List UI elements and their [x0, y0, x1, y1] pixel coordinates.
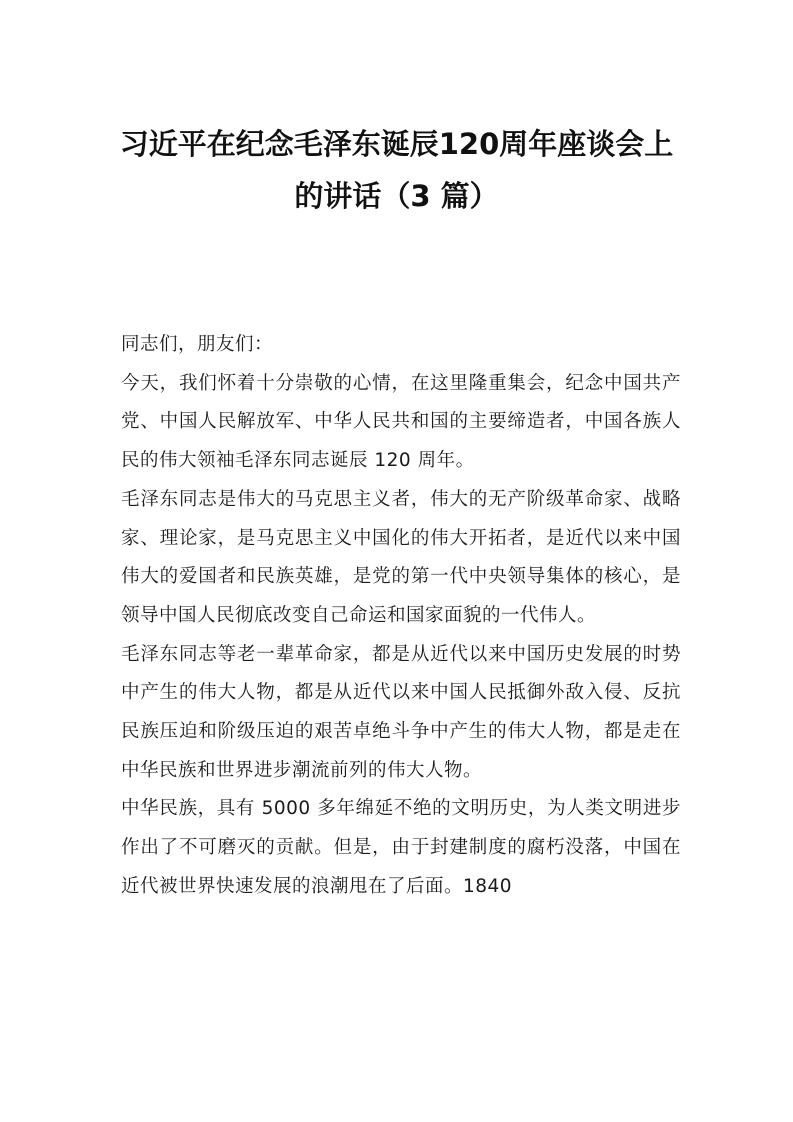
paragraph-1: 今天，我们怀着十分崇敬的心情，在这里隆重集会，纪念中国共产党、中国人民解放军、中华人民共和国的主要缔造者，中国各族人民的伟大领袖毛泽东同志诞辰 120 周年。 [121, 372, 681, 472]
title-line-1: 习近平在纪念毛泽东诞辰120周年座谈会上 [119, 127, 674, 161]
salutation: 同志们，朋友们： [121, 334, 274, 355]
paragraph-2: 毛泽东同志是伟大的马克思主义者，伟大的无产阶级革命家、战略家、理论家，是马克思主义中国化的伟大开拓者，是近代以来中国伟大的爱国者和民族英雄，是党的第一代中央领导集体的核心，是领导中国人民彻底改变自己命运和国家面貌的一代伟人。 [121, 488, 681, 626]
title-line-2: 的讲话（3 篇） [294, 179, 499, 213]
paragraph-4: 中华民族，具有 5000 多年绵延不绝的文明历史，为人类文明进步作出了不可磨灭的贡献。但是，由于封建制度的腐朽没落，中国在近代被世界快速发展的浪潮甩在了后面。1840 [121, 798, 681, 897]
paragraph-3: 毛泽东同志等老一辈革命家，都是从近代以来中国历史发展的时势中产生的伟大人物，都是从近代以来中国人民抵御外敌入侵、反抗民族压迫和阶级压迫的艰苦卓绝斗争中产生的伟大人物，都是走在中华民族和世界进步潮流前列的伟大人物。 [121, 643, 681, 781]
document-body [121, 326, 681, 907]
document-title [110, 118, 683, 222]
